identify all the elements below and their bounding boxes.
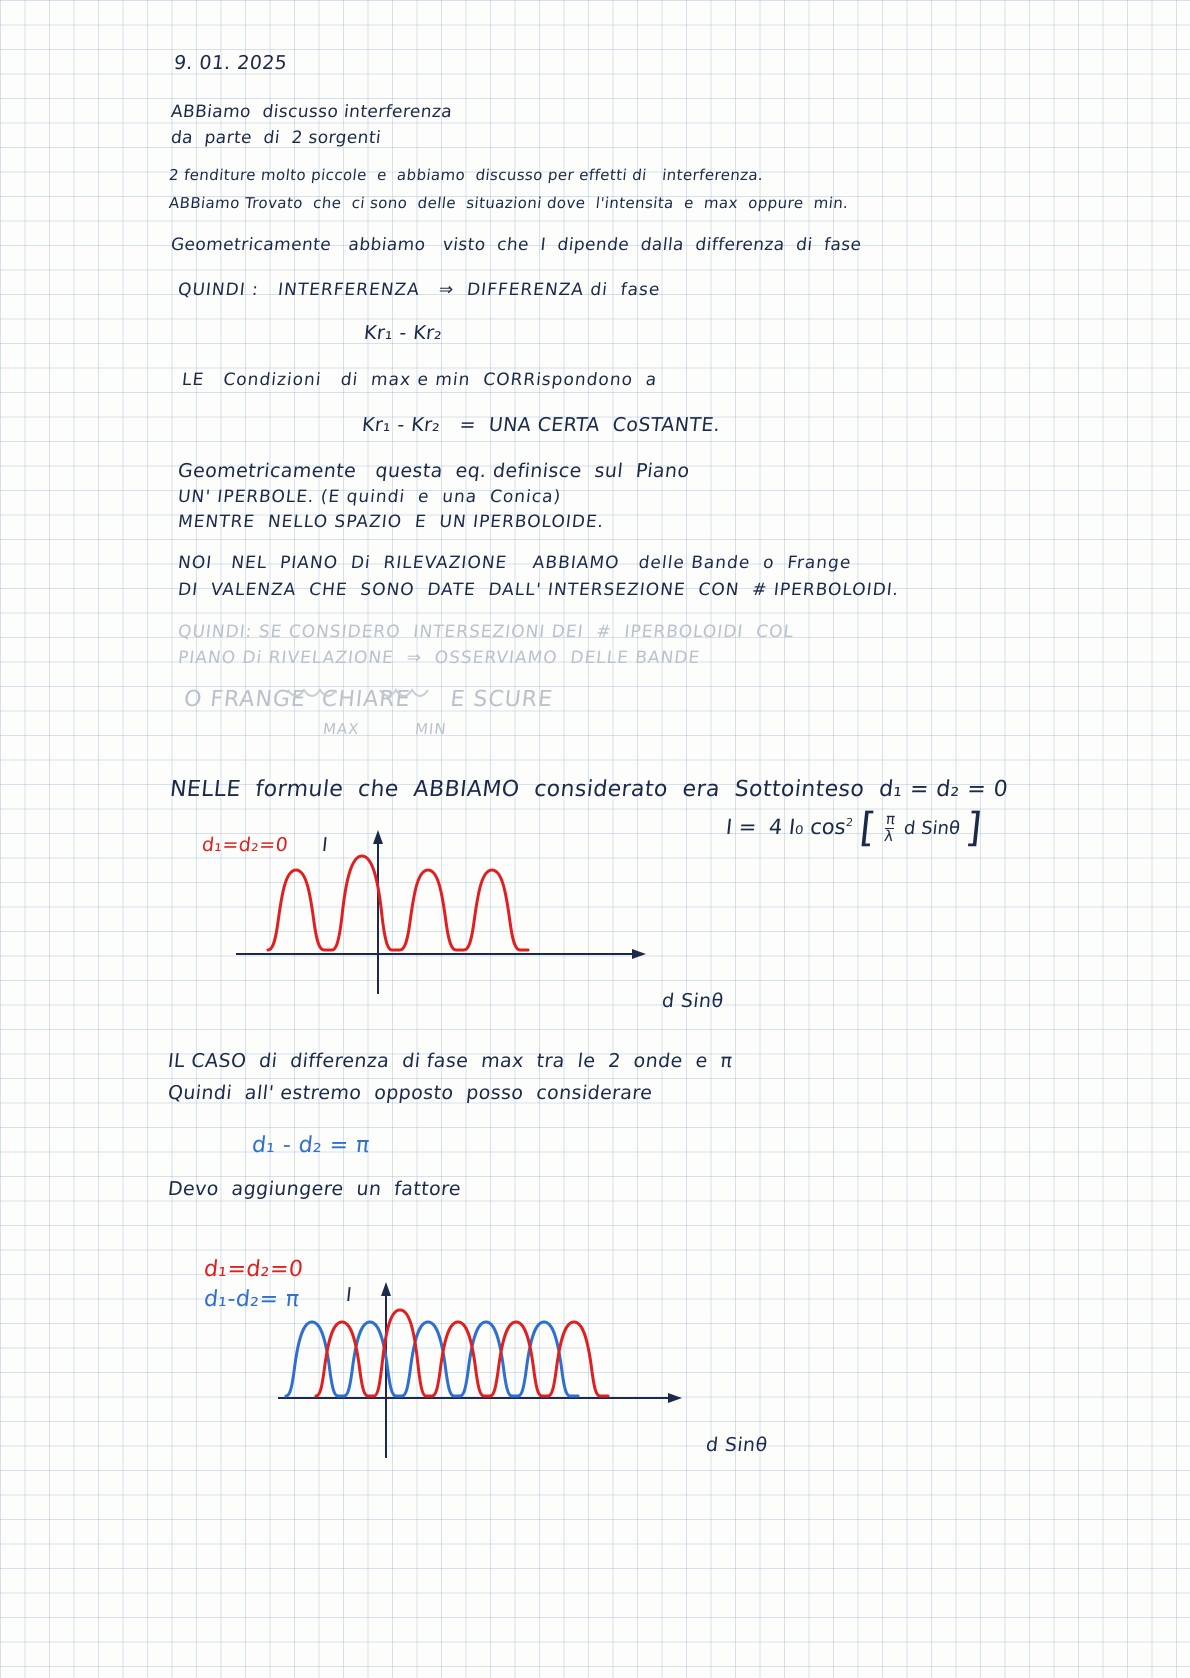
faded-label-max: MAX [322,720,361,738]
date-heading: 9. 01. 2025 [172,52,289,74]
plot2-x-axis-label: d Sinθ [704,1434,769,1456]
section3-line-1: IL CASO di differenza di fase max tra le 2 onde e π [166,1050,734,1072]
note-line-5: Geometricamente abbiamo visto che I dipende dalla differenza di fase [170,235,863,255]
plot2-label-blue: d₁-d₂= π [202,1287,301,1312]
interference-plot-single [228,826,658,1006]
note-line-intersection: DI VALENZA CHE SONO DATE DALL' INTERSEZIONE CON # IPERBOLOIDI. [176,580,900,600]
note-line-3: 2 fenditure molto piccole e abbiamo discusso per effetti di interferenza. [167,166,764,184]
squiggle-under-chiare-icon [286,686,348,704]
formula-bracket-open: [ [857,805,878,852]
intensity-formula [724,805,985,852]
equation-phase-pi: d₁ - d₂ = π [250,1133,371,1158]
plot2-label-red: d₁=d₂=0 [202,1257,305,1282]
formula-exponent: 2 [845,816,854,830]
faded-note-line-2: PIANO Di RIVELAZIONE ⇒ OSSERVIAMO DELLE BANDE [176,648,701,668]
faded-note-line-3: O FRANGE CHIARE E SCURE [182,687,555,712]
interference-plot-double [272,1278,722,1468]
note-line-hyperbola: UN' IPERBOLE. (E quindi e una Conica) [176,487,562,507]
formula-coefficient: 4 I₀ cos [767,815,848,840]
section2-intro: NELLE formule che ABBIAMO considerato era Sottointeso d₁ = d₂ = 0 [168,777,1009,802]
note-line-geom: Geometricamente questa eq. definisce sul Piano [176,460,691,482]
equation-phase-diff: Kr₁ - Kr₂ [362,322,444,344]
equation-phase-diff-const: Kr₁ - Kr₂ = UNA CERTA CoSTANTE. [360,414,722,436]
faded-label-min: MIN [414,720,448,738]
faded-note-line-1: QUINDI: SE CONSIDERO INTERSEZIONI DEI # IPERBOLOIDI COL [176,622,795,642]
plot1-label-red: d₁=d₂=0 [200,834,290,856]
section3-line-2: Quindi all' estremo opposto posso considerare [166,1082,654,1104]
squiggle-under-scure-icon [378,686,440,704]
note-line-hyperboloid: MENTRE NELLO SPAZIO E UN IPERBOLOIDE. [176,512,605,532]
note-line-quindi: QUINDI : INTERFERENZA ⇒ DIFFERENZA di fase [176,280,662,300]
plot1-y-axis-label: I [320,834,329,856]
note-line-1: ABBiamo discusso interferenza [170,102,454,122]
note-line-4: ABBiamo Trovato che ci sono delle situazioni dove l'intensita e max oppure min. [167,194,850,212]
note-line-2: da parte di 2 sorgenti [170,128,383,148]
plot1-x-axis-label: d Sinθ [660,990,725,1012]
section3-line-3: Devo aggiungere un fattore [166,1178,462,1200]
formula-argument: d Sinθ [902,818,961,840]
note-line-fringes: NOI NEL PIANO Di RILEVAZIONE ABBIAMO delle Bande o Frange [176,553,853,573]
formula-bracket-close: ] [963,805,985,852]
formula-lhs: I = [724,815,758,840]
plot2-y-axis-label: I [344,1284,353,1306]
formula-fraction: $\frac{\pi}{\lambda}$ [883,810,896,845]
note-line-conditions: LE Condizioni di max e min CORRispondono a [180,370,658,390]
